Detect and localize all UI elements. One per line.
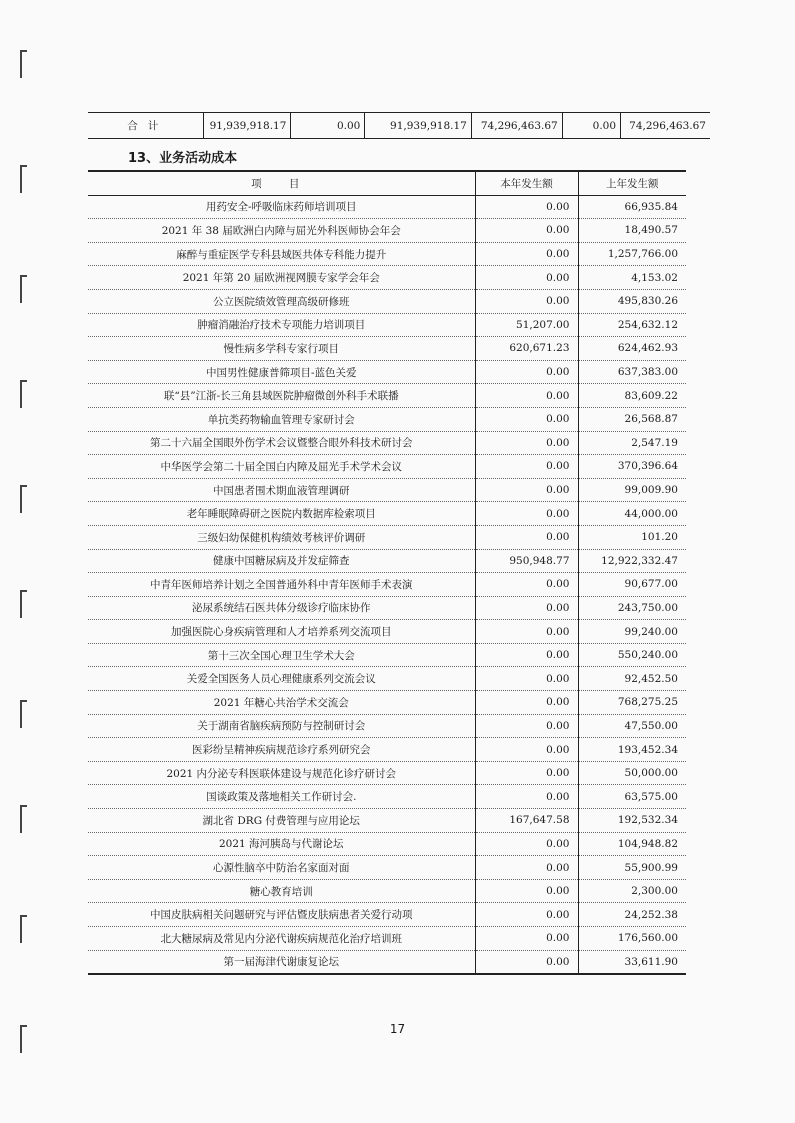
- table-row: [88, 714, 686, 738]
- row-item: 中华医学会第二十届全国白内障及屈光手术学术会议: [88, 455, 475, 479]
- row-previous-amount: 50,000.00: [578, 761, 686, 785]
- table-row: [88, 879, 686, 903]
- row-current-amount: 0.00: [475, 502, 578, 526]
- row-current-amount: 0.00: [475, 407, 578, 431]
- table-row: [88, 431, 686, 455]
- row-current-amount: 0.00: [475, 832, 578, 856]
- row-current-amount: 0.00: [475, 761, 578, 785]
- row-previous-amount: 2,300.00: [578, 879, 686, 903]
- table-row: [88, 903, 686, 927]
- row-previous-amount: 26,568.87: [578, 407, 686, 431]
- row-item: 老年睡眠障碍研之医院内数据库检索项目: [88, 502, 475, 526]
- row-previous-amount: 55,900.99: [578, 856, 686, 880]
- table-row: [88, 761, 686, 785]
- table-row: [88, 596, 686, 620]
- table-row: [88, 313, 686, 337]
- binder-mark: [20, 50, 27, 78]
- row-current-amount: 0.00: [475, 525, 578, 549]
- table-row: [88, 478, 686, 502]
- row-previous-amount: 176,560.00: [578, 927, 686, 951]
- table-row: [88, 950, 686, 974]
- row-previous-amount: 12,922,332.47: [578, 549, 686, 573]
- row-previous-amount: 33,611.90: [578, 950, 686, 974]
- table-row: [88, 738, 686, 762]
- row-current-amount: 0.00: [475, 195, 578, 219]
- row-item: 中青年医师培养计划之全国普通外科中青年医师手术表演: [88, 573, 475, 597]
- header-current-year: 本年发生额: [475, 171, 578, 195]
- header-previous-year: 上年发生额: [578, 171, 686, 195]
- row-item: 2021 年 38 届欧洲白内障与屈光外科医师协会年会: [88, 219, 475, 243]
- row-item: 肿瘤消融治疗技术专项能力培训项目: [88, 313, 475, 337]
- table-row: [88, 832, 686, 856]
- totals-value: 74,296,463.67: [471, 113, 562, 139]
- row-item: 第二十六届全国眼外伤学术会议暨整合眼外科技术研讨会: [88, 431, 475, 455]
- row-previous-amount: 104,948.82: [578, 832, 686, 856]
- row-previous-amount: 243,750.00: [578, 596, 686, 620]
- row-item: 第十三次全国心理卫生学术大会: [88, 643, 475, 667]
- row-item: 北大糖尿病及常见内分泌代谢疾病规范化治疗培训班: [88, 927, 475, 951]
- totals-row: [88, 113, 710, 139]
- row-item: 2021 内分泌专科医联体建设与规范化诊疗研讨会: [88, 761, 475, 785]
- row-previous-amount: 2,547.19: [578, 431, 686, 455]
- row-current-amount: 0.00: [475, 643, 578, 667]
- row-item: 中国皮肤病相关问题研究与评估暨皮肤病患者关爱行动项: [88, 903, 475, 927]
- row-item: 医彩纷呈精神疾病规范诊疗系列研究会: [88, 738, 475, 762]
- totals-value: 74,296,463.67: [621, 113, 710, 139]
- row-previous-amount: 495,830.26: [578, 289, 686, 313]
- table-row: [88, 856, 686, 880]
- page-number: 17: [389, 1022, 406, 1036]
- row-current-amount: 0.00: [475, 384, 578, 408]
- row-previous-amount: 550,240.00: [578, 643, 686, 667]
- header-item: 项 目: [88, 171, 475, 195]
- row-previous-amount: 24,252.38: [578, 903, 686, 927]
- row-current-amount: 0.00: [475, 950, 578, 974]
- row-current-amount: 0.00: [475, 691, 578, 715]
- row-previous-amount: 44,000.00: [578, 502, 686, 526]
- totals-value: 91,939,918.17: [365, 113, 471, 139]
- row-item: 关于湖南省脑疾病预防与控制研讨会: [88, 714, 475, 738]
- row-previous-amount: 101.20: [578, 525, 686, 549]
- table-row: [88, 643, 686, 667]
- row-item: 心源性脑卒中防治名家面对面: [88, 856, 475, 880]
- row-current-amount: 950,948.77: [475, 549, 578, 573]
- row-previous-amount: 18,490.57: [578, 219, 686, 243]
- row-previous-amount: 90,677.00: [578, 573, 686, 597]
- table-row: [88, 549, 686, 573]
- table-row: [88, 620, 686, 644]
- row-item: 国谈政策及落地相关工作研讨会.: [88, 785, 475, 809]
- row-previous-amount: 66,935.84: [578, 195, 686, 219]
- table-row: [88, 667, 686, 691]
- row-current-amount: 0.00: [475, 596, 578, 620]
- table-row: [88, 927, 686, 951]
- table-row: [88, 219, 686, 243]
- row-previous-amount: 254,632.12: [578, 313, 686, 337]
- section-title: 13、业务活动成本: [128, 151, 238, 166]
- row-item: 三级妇幼保健机构绩效考核评价调研: [88, 525, 475, 549]
- row-previous-amount: 99,009.90: [578, 478, 686, 502]
- row-previous-amount: 637,383.00: [578, 360, 686, 384]
- row-previous-amount: 193,452.34: [578, 738, 686, 762]
- row-item: 慢性病多学科专家行项目: [88, 337, 475, 361]
- row-current-amount: 0.00: [475, 219, 578, 243]
- row-previous-amount: 370,396.64: [578, 455, 686, 479]
- row-item: 2021 海河胰岛与代谢论坛: [88, 832, 475, 856]
- row-current-amount: 167,647.58: [475, 809, 578, 833]
- table-row: [88, 266, 686, 290]
- table-row: [88, 289, 686, 313]
- totals-label: 合计: [88, 113, 204, 139]
- row-current-amount: 0.00: [475, 289, 578, 313]
- table-row: [88, 195, 686, 219]
- row-current-amount: 0.00: [475, 360, 578, 384]
- row-item: 公立医院绩效管理高级研修班: [88, 289, 475, 313]
- row-previous-amount: 624,462.93: [578, 337, 686, 361]
- table-header-row: [88, 171, 686, 195]
- row-previous-amount: 92,452.50: [578, 667, 686, 691]
- row-current-amount: 0.00: [475, 431, 578, 455]
- table-row: [88, 785, 686, 809]
- binder-mark: [20, 590, 27, 618]
- row-current-amount: 51,207.00: [475, 313, 578, 337]
- row-current-amount: 0.00: [475, 266, 578, 290]
- binder-mark: [20, 700, 27, 728]
- row-item: 单抗类药物输血管理专家研讨会: [88, 407, 475, 431]
- row-current-amount: 0.00: [475, 455, 578, 479]
- row-item: 湖北省 DRG 付费管理与应用论坛: [88, 809, 475, 833]
- row-item: 联“县”江浙-长三角县域医院肿瘤微创外科手术联播: [88, 384, 475, 408]
- row-current-amount: 0.00: [475, 667, 578, 691]
- row-current-amount: 0.00: [475, 856, 578, 880]
- row-item: 关爱全国医务人员心理健康系列交流会议: [88, 667, 475, 691]
- row-previous-amount: 99,240.00: [578, 620, 686, 644]
- row-previous-amount: 768,275.25: [578, 691, 686, 715]
- row-item: 泌尿系统结石医共体分级诊疗临床协作: [88, 596, 475, 620]
- row-previous-amount: 4,153.02: [578, 266, 686, 290]
- table-row: [88, 525, 686, 549]
- row-previous-amount: 83,609.22: [578, 384, 686, 408]
- row-previous-amount: 47,550.00: [578, 714, 686, 738]
- business-cost-table: [88, 170, 686, 975]
- binder-mark: [20, 805, 27, 833]
- row-current-amount: 0.00: [475, 738, 578, 762]
- binder-mark: [20, 485, 27, 513]
- binder-mark: [20, 275, 27, 303]
- row-current-amount: 0.00: [475, 714, 578, 738]
- row-item: 加强医院心身疾病管理和人才培养系列交流项目: [88, 620, 475, 644]
- table-row: [88, 384, 686, 408]
- binder-mark: [20, 380, 27, 408]
- totals-table: [88, 112, 710, 139]
- row-current-amount: 0.00: [475, 927, 578, 951]
- row-current-amount: 0.00: [475, 478, 578, 502]
- binder-mark: [20, 165, 27, 193]
- row-previous-amount: 1,257,766.00: [578, 242, 686, 266]
- row-current-amount: 0.00: [475, 573, 578, 597]
- binder-mark: [20, 915, 27, 943]
- row-current-amount: 0.00: [475, 879, 578, 903]
- row-item: 糖心教育培训: [88, 879, 475, 903]
- row-item: 用药安全-呼吸临床药师培训项目: [88, 195, 475, 219]
- table-row: [88, 691, 686, 715]
- row-previous-amount: 63,575.00: [578, 785, 686, 809]
- table-row: [88, 573, 686, 597]
- table-row: [88, 407, 686, 431]
- row-item: 2021 年第 20 届欧洲视网膜专家学会年会: [88, 266, 475, 290]
- table-row: [88, 809, 686, 833]
- row-item: 麻醉与重症医学专科县域医共体专科能力提升: [88, 242, 475, 266]
- row-current-amount: 0.00: [475, 903, 578, 927]
- row-item: 健康中国糖尿病及并发症筛查: [88, 549, 475, 573]
- totals-value: 91,939,918.17: [204, 113, 291, 139]
- table-row: [88, 360, 686, 384]
- row-current-amount: 0.00: [475, 620, 578, 644]
- row-item: 中国患者围术期血液管理调研: [88, 478, 475, 502]
- row-current-amount: 0.00: [475, 785, 578, 809]
- totals-value: 0.00: [291, 113, 365, 139]
- row-current-amount: 620,671.23: [475, 337, 578, 361]
- row-item: 第一届海津代谢康复论坛: [88, 950, 475, 974]
- table-row: [88, 337, 686, 361]
- row-item: 中国男性健康普筛项目-蓝色关爱: [88, 360, 475, 384]
- row-item: 2021 年糖心共治学术交流会: [88, 691, 475, 715]
- totals-value: 0.00: [562, 113, 620, 139]
- table-row: [88, 242, 686, 266]
- table-row: [88, 502, 686, 526]
- row-previous-amount: 192,532.34: [578, 809, 686, 833]
- row-current-amount: 0.00: [475, 242, 578, 266]
- table-row: [88, 455, 686, 479]
